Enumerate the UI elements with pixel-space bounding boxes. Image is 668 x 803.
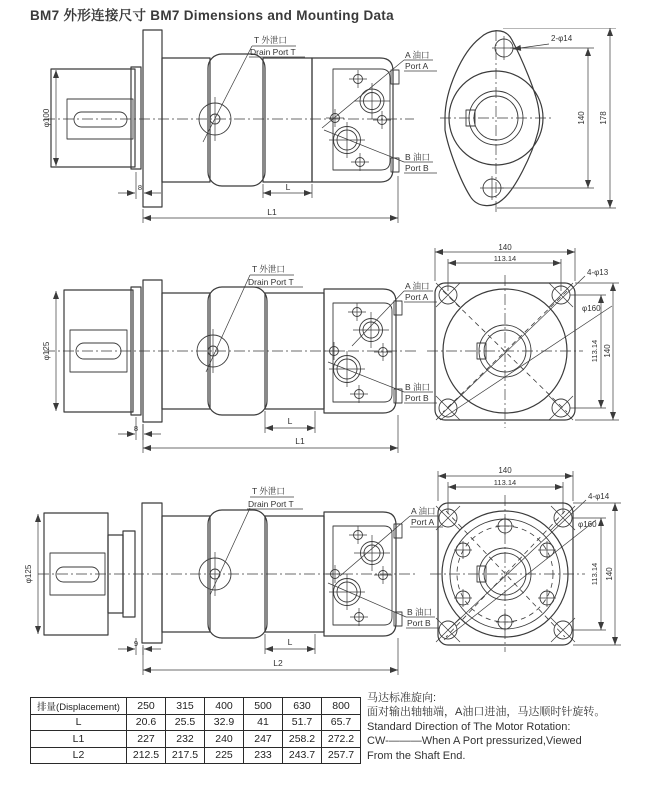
cell: 243.7 (283, 747, 322, 764)
dim-total-length (143, 415, 398, 453)
header-630: 630 (283, 698, 322, 715)
cell: 225 (205, 747, 244, 764)
dim-label-bolts: 4-φ14 (588, 492, 610, 501)
cell: 25.5 (166, 714, 205, 731)
cell: 32.9 (205, 714, 244, 731)
dim-flange-gap (118, 172, 161, 199)
port-b (329, 574, 365, 610)
port-a-label (340, 506, 443, 576)
dim-label-w113: 113.14 (493, 254, 517, 263)
dim-total-length (143, 638, 398, 675)
dim-label-total: L2 (273, 658, 283, 668)
side-view-outline (44, 280, 416, 422)
table-row-L1 (31, 731, 361, 748)
end-view-oval-flange (440, 30, 554, 212)
dim-L (265, 634, 315, 654)
cell: 41 (244, 714, 283, 731)
note-line-en-2: CW-———When A Port pressurized,Viewed (367, 735, 582, 748)
dim-label-w113: 113.14 (493, 478, 517, 487)
end-view-wheel-mount (430, 495, 596, 652)
dim-L (263, 182, 312, 198)
dim-label-w140: 140 (498, 243, 512, 252)
dim-label-gap: 9 (133, 639, 139, 648)
dim-label-bolts: 4-φ13 (587, 268, 609, 277)
note-line-cn-1: 马达标准旋向: (367, 692, 437, 704)
dim-bolt-holes (513, 34, 573, 49)
drain-port-label (206, 264, 303, 372)
port-b-label (324, 130, 437, 173)
end-view-square-flange (427, 275, 612, 428)
side-view-outline (44, 30, 414, 207)
dim-label-w140: 140 (498, 466, 512, 475)
port-b-label-en: Port B (405, 393, 429, 403)
cell: 272.2 (322, 731, 361, 748)
end-view-dims (438, 466, 621, 645)
page-title: BM7 外形连接尺寸 BM7 Dimensions and Mounting Data (30, 8, 394, 23)
port-b (329, 351, 365, 387)
port-b-label-en: Port B (405, 163, 429, 173)
row-label: L (31, 714, 127, 731)
dim-label-h140: 140 (603, 344, 612, 358)
port-a (354, 535, 390, 571)
port-a-label-cn: A 油口 (405, 281, 430, 291)
drain-label-en: Drain Port T (250, 47, 296, 57)
drain-port-label (203, 35, 305, 142)
port-face-bolt-holes (326, 70, 391, 171)
drain-port (199, 552, 231, 596)
note-line-en-1: Standard Direction of The Motor Rotation: (367, 720, 571, 733)
port-b-label-en: Port B (407, 618, 431, 628)
cell: 233 (244, 747, 283, 764)
table-row-L2 (31, 747, 361, 764)
cell: 51.7 (283, 714, 322, 731)
cell: 20.6 (127, 714, 166, 731)
port-a-label-en: Port A (405, 61, 429, 71)
note-line-cn-2: 面对输出轴轴端，A油口进油，马达顺时针旋转。 (367, 706, 606, 719)
header-315: 315 (166, 698, 205, 715)
port-a-label-en: Port A (411, 517, 435, 527)
dim-L (265, 411, 315, 433)
dim-label-shaft-dia: φ100 (42, 108, 51, 128)
port-b-label-cn: B 油口 (405, 382, 431, 392)
port-b-label-cn: B 油口 (407, 607, 433, 617)
port-a-label (352, 281, 437, 346)
port-a (354, 83, 390, 119)
cell: 65.7 (322, 714, 361, 731)
cell: 240 (205, 731, 244, 748)
dim-label-L: L (287, 637, 293, 647)
table-header-row (31, 698, 361, 715)
drawing-row-3-wheel-mount (0, 462, 668, 692)
header-500: 500 (244, 698, 283, 715)
dim-flange-gap (118, 638, 161, 655)
port-b (329, 122, 365, 158)
dim-label-circle: φ160 (582, 304, 601, 313)
dim-label-178: 178 (599, 111, 608, 125)
port-a-label-en: Port A (405, 292, 429, 302)
drawing-row-1-oval-flange (0, 28, 668, 238)
dimension-table (30, 697, 361, 764)
port-a-label-cn: A 油口 (411, 506, 436, 516)
drain-label-cn: T 外泄口 (254, 35, 287, 45)
dim-label-shaft-dia: φ125 (42, 341, 51, 361)
drain-label-cn: T 外泄口 (252, 486, 285, 496)
dim-label-140: 140 (577, 111, 586, 125)
table-row-L (31, 714, 361, 731)
dim-label-L: L (285, 182, 291, 192)
cell: 212.5 (127, 747, 166, 764)
drain-label-en: Drain Port T (248, 277, 294, 287)
drain-label-en: Drain Port T (248, 499, 294, 509)
port-face-bolt-holes (325, 303, 392, 403)
port-a-label-cn: A 油口 (405, 50, 430, 60)
cell: 227 (127, 731, 166, 748)
drain-label-cn: T 外泄口 (252, 264, 285, 274)
header-250: 250 (127, 698, 166, 715)
dim-178 (497, 28, 616, 208)
rotation-note (367, 691, 663, 763)
dim-shaft-dia (24, 514, 38, 634)
port-b-label-cn: B 油口 (405, 152, 431, 162)
cell: 232 (166, 731, 205, 748)
port-face-bolt-holes (326, 526, 392, 626)
row-label: L2 (31, 747, 127, 764)
dim-label-h113: 113.14 (590, 339, 599, 363)
cell: 247 (244, 731, 283, 748)
dim-shaft-dia (42, 70, 56, 166)
dim-label-bolts: 2-φ14 (551, 34, 573, 43)
cell: 257.7 (322, 747, 361, 764)
header-displacement: 排量(Displacement) (31, 698, 127, 715)
header-800: 800 (322, 698, 361, 715)
dim-label-circle: φ160 (578, 520, 597, 529)
cell: 258.2 (283, 731, 322, 748)
row-label: L1 (31, 731, 127, 748)
port-a (353, 312, 389, 348)
drain-port-label (210, 486, 303, 595)
dim-label-total: L1 (267, 207, 277, 217)
dim-label-h140: 140 (605, 567, 614, 581)
dim-label-gap: 8 (137, 183, 143, 192)
dim-flange-gap (118, 417, 161, 440)
cell: 217.5 (166, 747, 205, 764)
note-line-en-3: From the Shaft End. (367, 749, 466, 762)
dim-label-h113: 113.14 (590, 562, 599, 586)
dim-label-gap: 8 (133, 424, 139, 433)
drawing-row-2-square-flange (0, 240, 668, 462)
dim-label-total: L1 (295, 436, 305, 446)
dim-total-length (143, 176, 398, 223)
dim-label-L: L (287, 416, 293, 426)
header-400: 400 (205, 698, 244, 715)
dim-label-shaft-dia: φ125 (24, 564, 33, 584)
